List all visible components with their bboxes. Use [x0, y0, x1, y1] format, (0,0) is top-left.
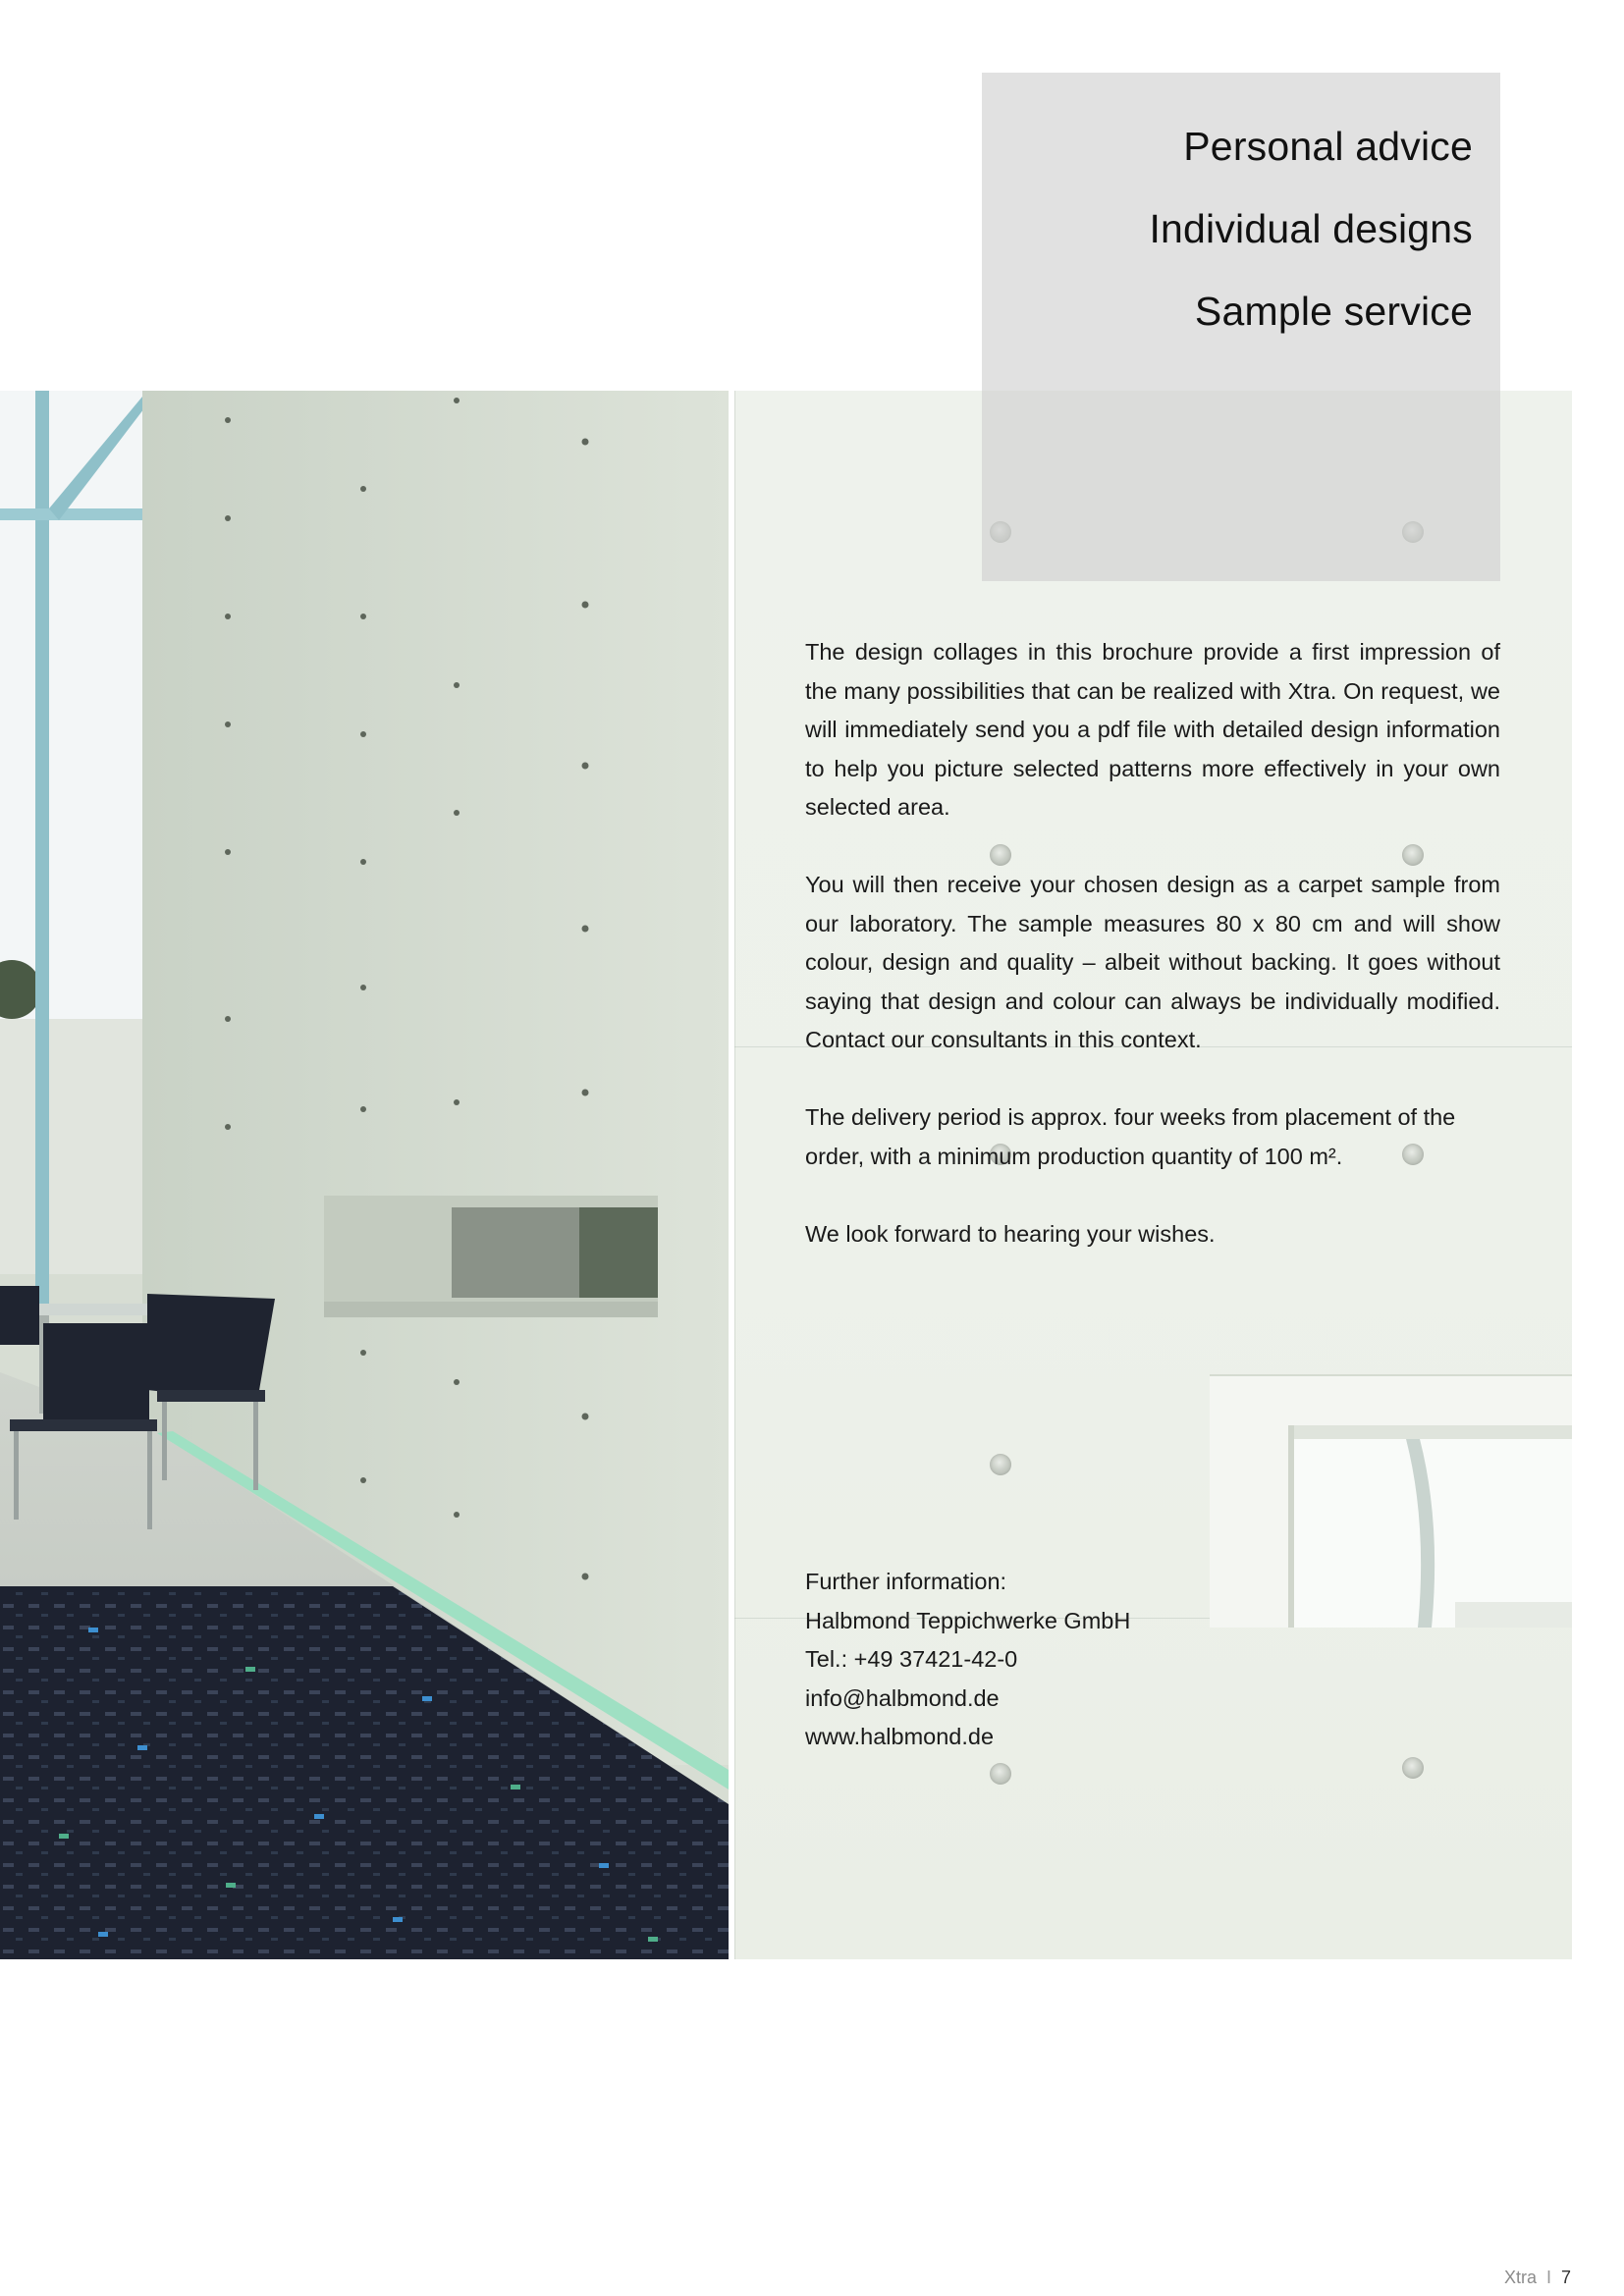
contact-phone: Tel.: +49 37421-42-0 — [805, 1646, 1018, 1672]
footer-brand: Xtra — [1503, 2268, 1537, 2287]
tie-hole — [990, 1763, 1011, 1785]
paragraph: You will then receive your chosen design as a carpet sample from our laboratory. The sample measures 80 x 80 cm and will show colour, design and quality – albeit without backing. It goes without saying that design and colour can always be individually modified. Contact our consultants in this context. — [805, 872, 1500, 1052]
page-number: 7 — [1560, 2268, 1571, 2287]
heading-box — [982, 73, 1500, 581]
panel-seam — [734, 391, 735, 1959]
contact-block — [805, 1563, 1316, 1757]
footer-separator: I — [1545, 2268, 1551, 2287]
paragraph: The delivery period is approx. four weeks from placement of the order, with a minimum production quantity of 100 m². — [805, 1104, 1456, 1169]
heading-individual-designs: Individual designs — [1149, 206, 1473, 251]
heading-personal-advice: Personal advice — [1183, 124, 1473, 169]
page-footer — [1504, 2268, 1571, 2288]
contact-label: Further information: — [805, 1569, 1007, 1594]
tie-hole — [1402, 1757, 1424, 1779]
contact-website[interactable]: www.halbmond.de — [805, 1724, 995, 1749]
heading-sample-service: Sample service — [1194, 289, 1473, 334]
contact-email[interactable]: info@halbmond.de — [805, 1684, 1000, 1711]
paragraph: The design collages in this brochure provide a first impression of the many possibilities that can be realized with Xtra. On request, we will immediately send you a pdf file with detailed design information to help you picture selected patterns more effectively in your own selected area. — [805, 639, 1500, 820]
paragraph: We look forward to hearing your wishes. — [805, 1220, 1216, 1247]
tie-hole — [990, 1454, 1011, 1475]
contact-company: Halbmond Teppichwerke GmbH — [805, 1607, 1131, 1633]
body-text — [805, 633, 1500, 1293]
interior-photo — [0, 391, 729, 1959]
